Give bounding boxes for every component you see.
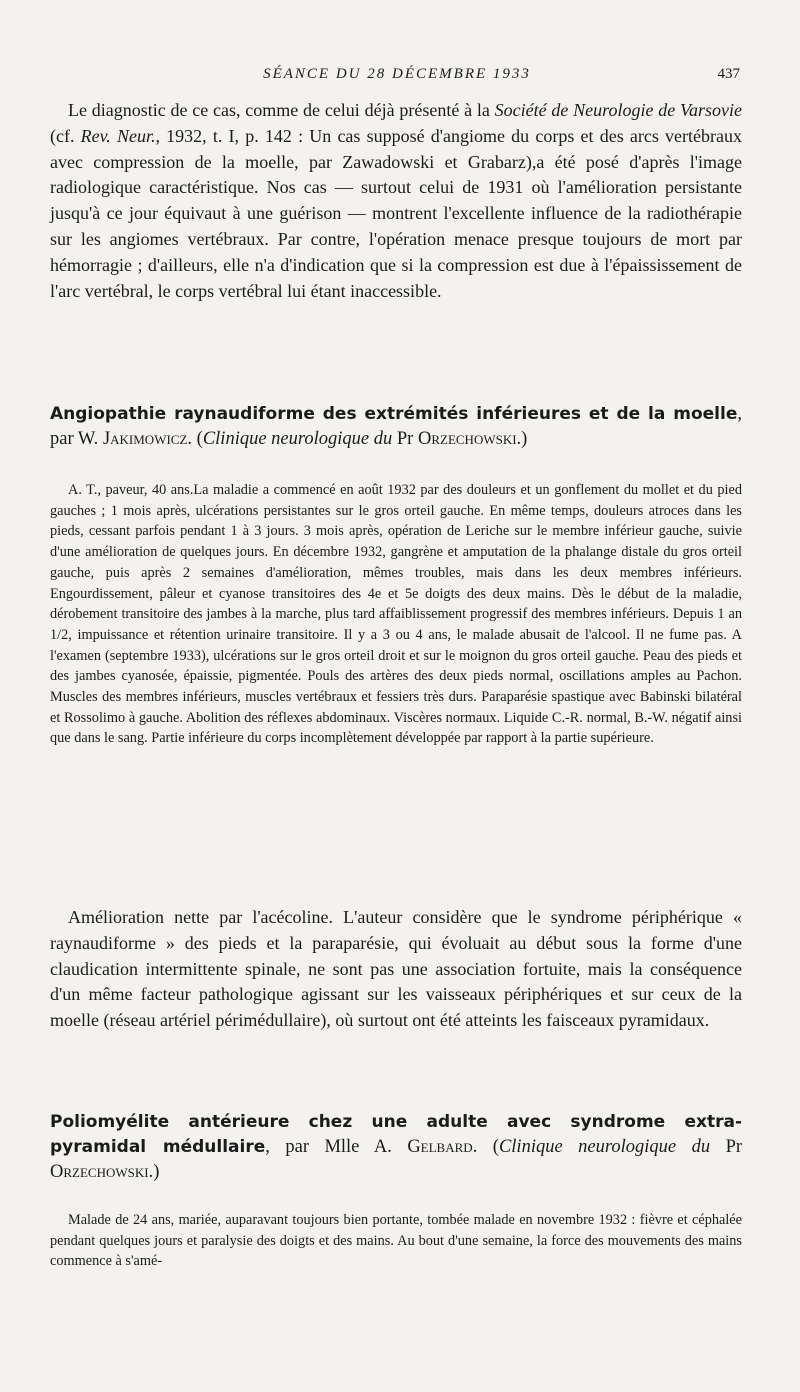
intro-text-e: , 1932, t. I, p. 142 : Un cas supposé d'angiome du corps et des arcs vertébraux avec compression de la moelle, par Zawadowski et Grabarz),a été posé d'après l'image radiologique caractéristique. Nos cas — surtout celui de 1931 où l'amélioration persistante jusqu'à ce jour équivaut à une guérison — montrent l'excellente influence de la radiothérapie sur les angiomes vertébraux. Par contre, l'opération menace presque toujours de mort par hémorragie ; d'ailleurs, elle n'a d'indication que si la compression est due à l'épaississement de l'arc vertébral, le corps vertébral lui étant inaccessible. — [50, 125, 742, 301]
title-bold: Poliomyélite antérieure chez une adulte avec syndrome extra-pyramidal médullaire — [50, 1112, 742, 1157]
prof-title: Pr — [710, 1137, 743, 1157]
prof-name: Orzechowski — [50, 1162, 149, 1182]
author-name: Jakimowicz — [102, 429, 188, 449]
journal-name: Rev. Neur. — [80, 125, 156, 146]
section-2-discussion — [50, 905, 742, 1034]
case-report-poliomyelite: Malade de 24 ans, mariée, auparavant toujours bien portante, tombée malade en novembre 1932 : fièvre et céphalée pendant quelques jours et paralysie des doigts et des mains. Au bout d'une semaine, la force des mouvements des mains commence à s'amé- — [50, 1212, 742, 1270]
title-close: .) — [148, 1162, 160, 1182]
title-by: , par Mlle A. — [265, 1137, 408, 1157]
section-2-case — [50, 480, 742, 749]
title-by: , par W. — [50, 404, 742, 449]
clinic-name: Clinique neurologique du — [498, 1137, 711, 1157]
clinic-name: Clinique neurologique du — [202, 429, 393, 449]
section-1 — [50, 98, 742, 304]
section-2-title — [50, 402, 742, 452]
page-header — [52, 66, 742, 90]
article-title-poliomyelite — [50, 1110, 742, 1185]
title-close: .) — [516, 429, 528, 449]
section-3-title — [50, 1110, 742, 1185]
section-3-case — [50, 1210, 742, 1272]
article-title-angiopathie — [50, 402, 742, 452]
case-report-angiopathie: A. T., paveur, 40 ans.La maladie a commencé en août 1932 par des douleurs et un gonflement du mollet et du pied gauches ; 1 mois après, ulcérations persistantes sur le gros orteil gauche. En même temps, douleurs atroces dans les pieds, cessant parfois pendant 1 à 3 jours. 3 mois après, opération de Leriche sur le membre inférieur gauche, suivie d'une amélioration de quelques jours. En décembre 1932, gangrène et amputation de la phalange distale du gros orteil gauche, puis après 2 semaines d'amélioration, mêmes troubles, mais dans les deux membres inférieurs. Engourdissement, pâleur et cyanose transitoires des 4e et 5e doigts des deux mains. Dès le début de la maladie, dérobement transitoire des jambes à la marche, plus tard affaiblissement progressif des membres inférieurs. Depuis 1 an 1/2, impuissance et rétention urinaire transitoire. Il y a 3 ou 4 ans, le malade abusait de l'alcool. Il ne fume pas. A l'examen (septembre 1933), ulcérations sur le gros orteil droit et sur le moignon du gros orteil gauche. Peau des pieds et des jambes cyanosée, épaissie, pigmentée. Pouls des artères des deux pieds normal, oscillations amples au Pachon. Muscles des membres inférieurs, muscles vertébraux et fessiers très durs. Paraparésie spastique avec Babinski bilatéral et Rossolimo à gauche. Abolition des réflexes abdominaux. Viscères normaux. Liquide C.-R. normal, B.-W. négatif ainsi que dans le sang. Partie inférieure du corps incomplètement développée par rapport à la partie supérieure. — [50, 482, 742, 747]
prof-title: Pr — [392, 429, 418, 449]
author-name: Gelbard — [407, 1137, 473, 1157]
intro-paragraph — [50, 98, 742, 304]
intro-text-c: (cf. — [50, 125, 81, 146]
title-sep: . ( — [187, 429, 203, 449]
title-bold: Angiopathie raynaudiforme des extrémités inférieures et de la moelle — [50, 404, 738, 424]
discussion-paragraph: Amélioration nette par l'acécoline. L'auteur considère que le syndrome périphérique « raynaudiforme » des pieds et la paraparésie, qui évoluait au début sous la forme d'une claudication intermittente spinale, ne sont pas une association fortuite, mais la conséquence d'un même facteur pathologique agissant sur les vaisseaux périphériques et sur ceux de la moelle (réseau artériel périmédullaire), où surtout ont été atteints les faisceaux pyramidaux. — [50, 907, 742, 1031]
running-title: SÉANCE DU 28 DÉCEMBRE 1933 — [263, 66, 531, 82]
title-sep: . ( — [472, 1137, 499, 1157]
society-name: Société de Neurologie de Varsovie — [494, 100, 742, 120]
prof-name: Orzechowski — [417, 429, 517, 449]
page-number: 437 — [717, 66, 740, 82]
intro-text-a: Le diagnostic de ce cas, comme de celui déjà présenté à la — [68, 100, 495, 120]
